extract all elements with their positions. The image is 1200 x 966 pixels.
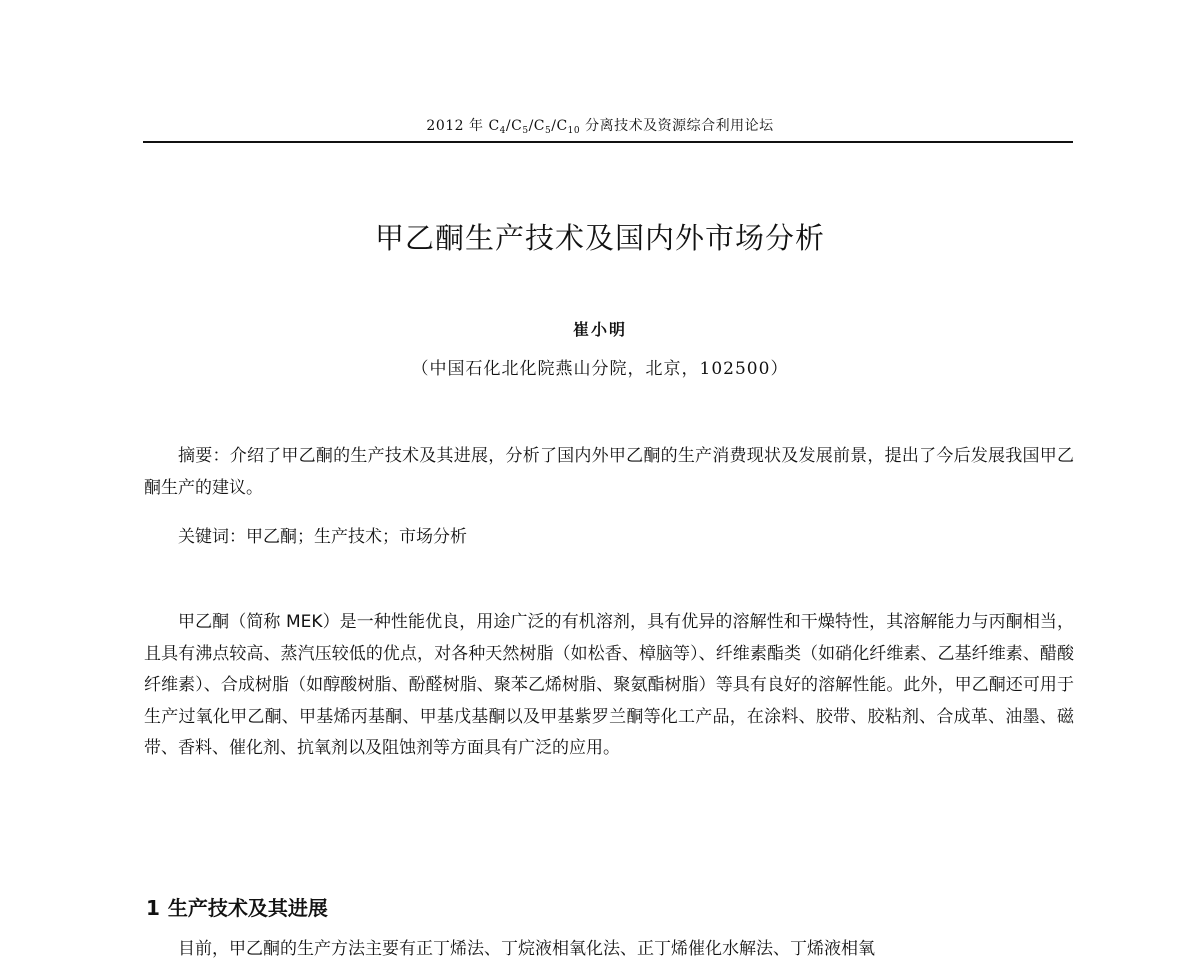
paper-title: 甲乙酮生产技术及国内外市场分析 [374, 221, 825, 255]
header-rule [143, 141, 1073, 143]
abstract-section [144, 441, 1074, 504]
header-c10-sub: 10 [567, 126, 581, 136]
header-slash: / [551, 118, 557, 134]
section-heading [146, 893, 328, 923]
header-c5b: C [533, 118, 545, 134]
intro-paragraph: 甲乙酮（简称 MEK）是一种性能优良，用途广泛的有机溶剂，具有优异的溶解性和干燥特性，其溶解能力与丙酮相当，且具有沸点较高、蒸汽压较低的优点，对各种天然树脂（如松香、樟脑等）、纤维素酯类（如硝化纤维素、乙基纤维素、醋酸纤维素）、合成树脂（如醇酸树脂、酚醛树脂、聚苯乙烯树脂、聚氨酯树脂）等具有良好的溶解性能。此外，甲乙酮还可用于生产过氧化甲乙酮、甲基烯丙基酮、甲基戊基酮以及甲基紫罗兰酮等化工产品，在涂料、胶带、胶粘剂、合成革、油墨、磁带、香料、催化剂、抗氧剂以及阻蚀剂等方面具有广泛的应用。 [144, 612, 1074, 758]
header-year: 2012 年 [426, 118, 489, 134]
abstract-paragraph: 摘要：介绍了甲乙酮的生产技术及其进展，分析了国内外甲乙酮的生产消费现状及发展前景，提出了今后发展我国甲乙酮生产的建议。 [144, 446, 1074, 498]
header-slash: / [528, 118, 534, 134]
introduction-section [144, 607, 1074, 765]
section-number: 1 [146, 896, 160, 920]
header-slash: / [505, 118, 512, 134]
header-c10: C [556, 118, 568, 134]
header-c5a-sub: 5 [522, 126, 529, 136]
header-c5a: C [511, 118, 523, 134]
header-c4: C [488, 118, 500, 134]
running-header [0, 116, 1200, 136]
section-body-first-line: 目前，甲乙酮的生产方法主要有正丁烯法、丁烷液相氧化法、正丁烯催化水解法、丁烯液相氧 [178, 939, 875, 959]
header-forum-name: 分离技术及资源综合利用论坛 [580, 118, 774, 134]
header-c4-sub: 4 [499, 126, 506, 136]
author-affiliation: （中国石化北化院燕山分院，北京，102500） [411, 359, 789, 379]
author-name: 崔小明 [572, 320, 627, 339]
header-c5b-sub: 5 [545, 126, 552, 136]
section-title: 生产技术及其进展 [167, 896, 328, 920]
keywords-line: 关键词：甲乙酮；生产技术；市场分析 [178, 527, 467, 547]
